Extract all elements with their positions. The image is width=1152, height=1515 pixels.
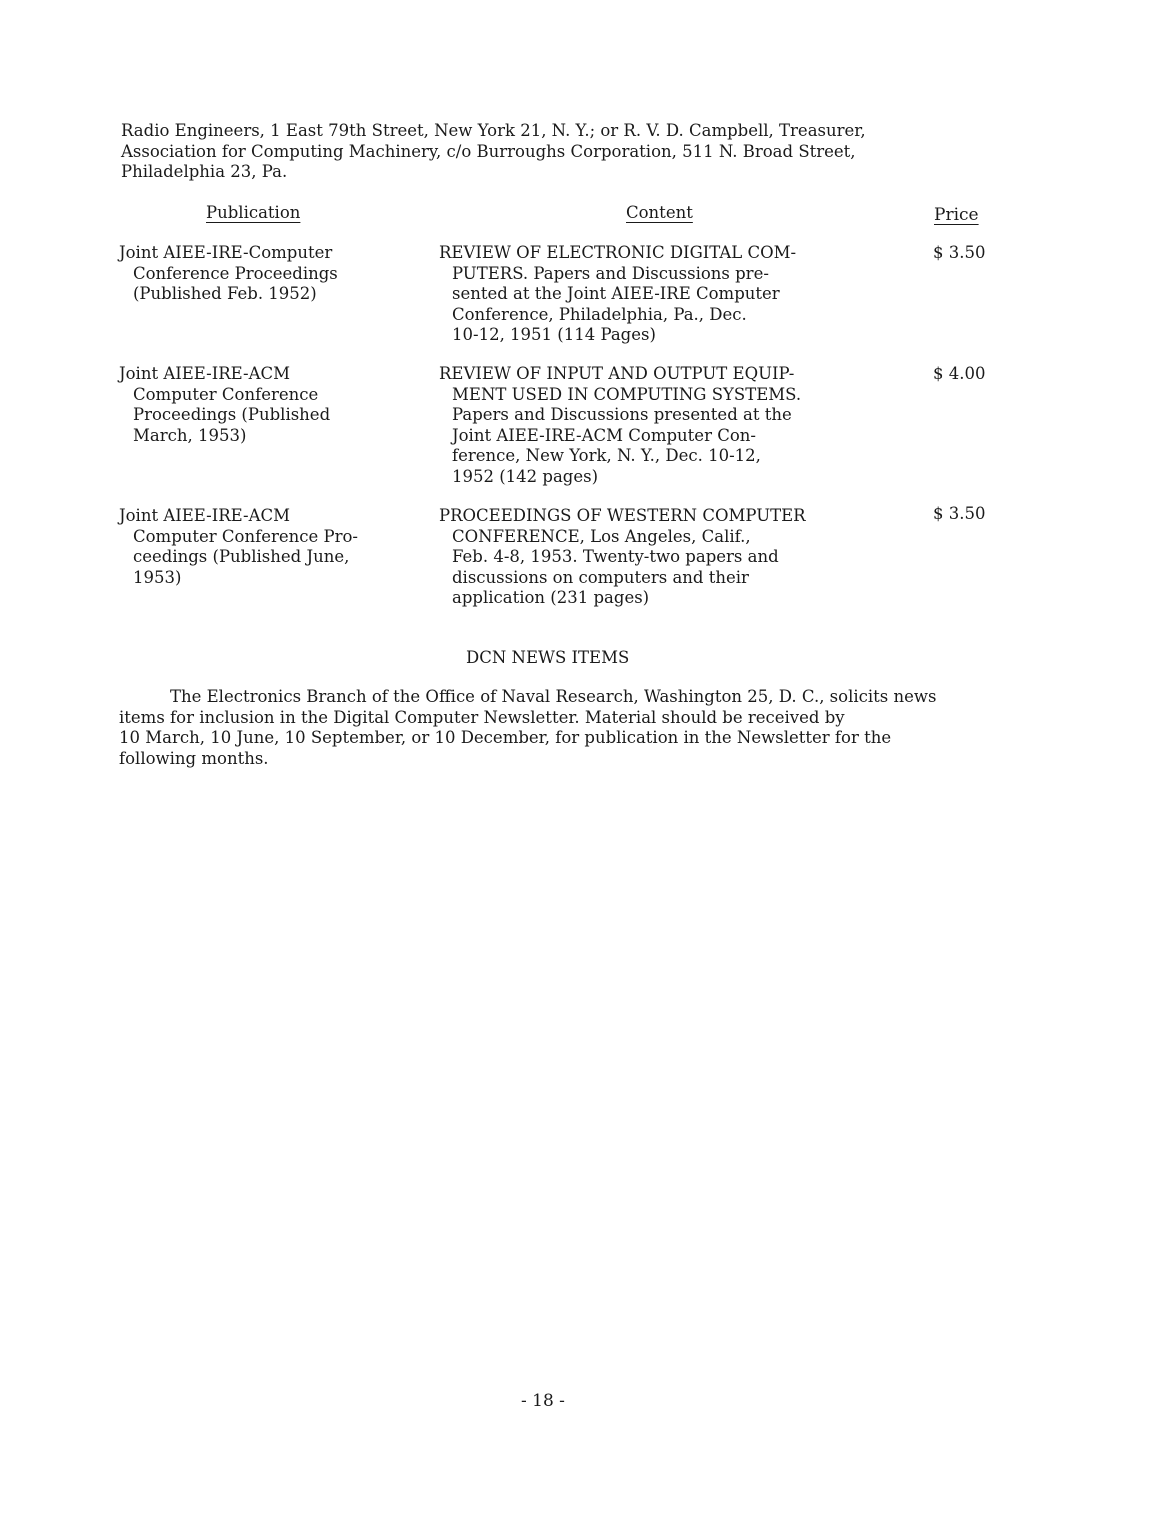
news-line: following months. bbox=[119, 748, 269, 768]
content-line: discussions on computers and their bbox=[452, 567, 749, 587]
table-row-3-content bbox=[439, 506, 899, 609]
intro-line: Association for Computing Machinery, c/o Burroughs Corporation, 511 N. Broad Street, bbox=[121, 141, 856, 161]
publication-column-header: Publication bbox=[206, 203, 301, 222]
table-row-2-price: $ 4.00 bbox=[933, 364, 986, 383]
table-row-3-publication bbox=[119, 506, 419, 588]
content-line: Joint AIEE-IRE-ACM Computer Con- bbox=[452, 425, 756, 445]
content-line: ference, New York, N. Y., Dec. 10-12, bbox=[452, 446, 761, 465]
content-line: Conference, Philadelphia, Pa., Dec. bbox=[452, 304, 747, 324]
content-line: REVIEW OF INPUT AND OUTPUT EQUIP- bbox=[439, 364, 795, 383]
publication-line: Proceedings (Published bbox=[133, 405, 331, 424]
news-line: 10 March, 10 June, 10 September, or 10 December, for publication in the Newsletter for the bbox=[119, 728, 892, 747]
content-line: Papers and Discussions presented at the bbox=[452, 405, 792, 424]
content-line: CONFERENCE, Los Angeles, Calif., bbox=[452, 526, 751, 546]
publication-line: Computer Conference Pro- bbox=[133, 526, 359, 546]
page-number: - 18 - bbox=[521, 1391, 565, 1411]
content-column-header: Content bbox=[626, 203, 693, 222]
table-row-3-price: $ 3.50 bbox=[933, 504, 986, 523]
table-row-1-publication bbox=[119, 243, 419, 305]
publication-line: March, 1953) bbox=[133, 425, 247, 445]
publication-line: Joint AIEE-IRE-ACM bbox=[119, 506, 291, 525]
news-paragraph bbox=[119, 687, 1009, 769]
table-row-1-price: $ 3.50 bbox=[933, 243, 986, 262]
price-column-header: Price bbox=[934, 205, 979, 225]
table-row-2-publication bbox=[119, 364, 419, 446]
intro-paragraph bbox=[121, 121, 1001, 183]
content-line: PUTERS. Papers and Discussions pre- bbox=[452, 263, 769, 283]
content-line: REVIEW OF ELECTRONIC DIGITAL COM- bbox=[439, 243, 797, 262]
intro-line: Radio Engineers, 1 East 79th Street, New York 21, N. Y.; or R. V. D. Campbell, Treasurer, bbox=[121, 121, 866, 140]
content-line: sented at the Joint AIEE-IRE Computer bbox=[452, 284, 780, 303]
publication-line: Joint AIEE-IRE-Computer bbox=[119, 243, 333, 262]
content-line: application (231 pages) bbox=[452, 588, 650, 607]
publication-line: ceedings (Published June, bbox=[133, 547, 350, 566]
news-line: items for inclusion in the Digital Computer Newsletter. Material should be received by bbox=[119, 707, 845, 727]
table-row-1-content bbox=[439, 243, 899, 346]
content-line: 10-12, 1951 (114 Pages) bbox=[452, 325, 656, 344]
content-line: MENT USED IN COMPUTING SYSTEMS. bbox=[452, 384, 802, 404]
table-row-2-content bbox=[439, 364, 899, 487]
content-line: Feb. 4-8, 1953. Twenty-two papers and bbox=[452, 547, 779, 566]
intro-line: Philadelphia 23, Pa. bbox=[121, 162, 288, 181]
publication-line: 1953) bbox=[133, 567, 182, 587]
news-section-title: DCN NEWS ITEMS bbox=[466, 648, 630, 667]
publication-line: Conference Proceedings bbox=[133, 263, 338, 283]
content-line: 1952 (142 pages) bbox=[452, 466, 599, 486]
publication-line: (Published Feb. 1952) bbox=[133, 284, 317, 303]
news-line: The Electronics Branch of the Office of Naval Research, Washington 25, D. C., solicits news bbox=[170, 687, 937, 706]
publication-line: Computer Conference bbox=[133, 384, 319, 404]
content-line: PROCEEDINGS OF WESTERN COMPUTER bbox=[439, 506, 806, 525]
publication-line: Joint AIEE-IRE-ACM bbox=[119, 364, 291, 383]
